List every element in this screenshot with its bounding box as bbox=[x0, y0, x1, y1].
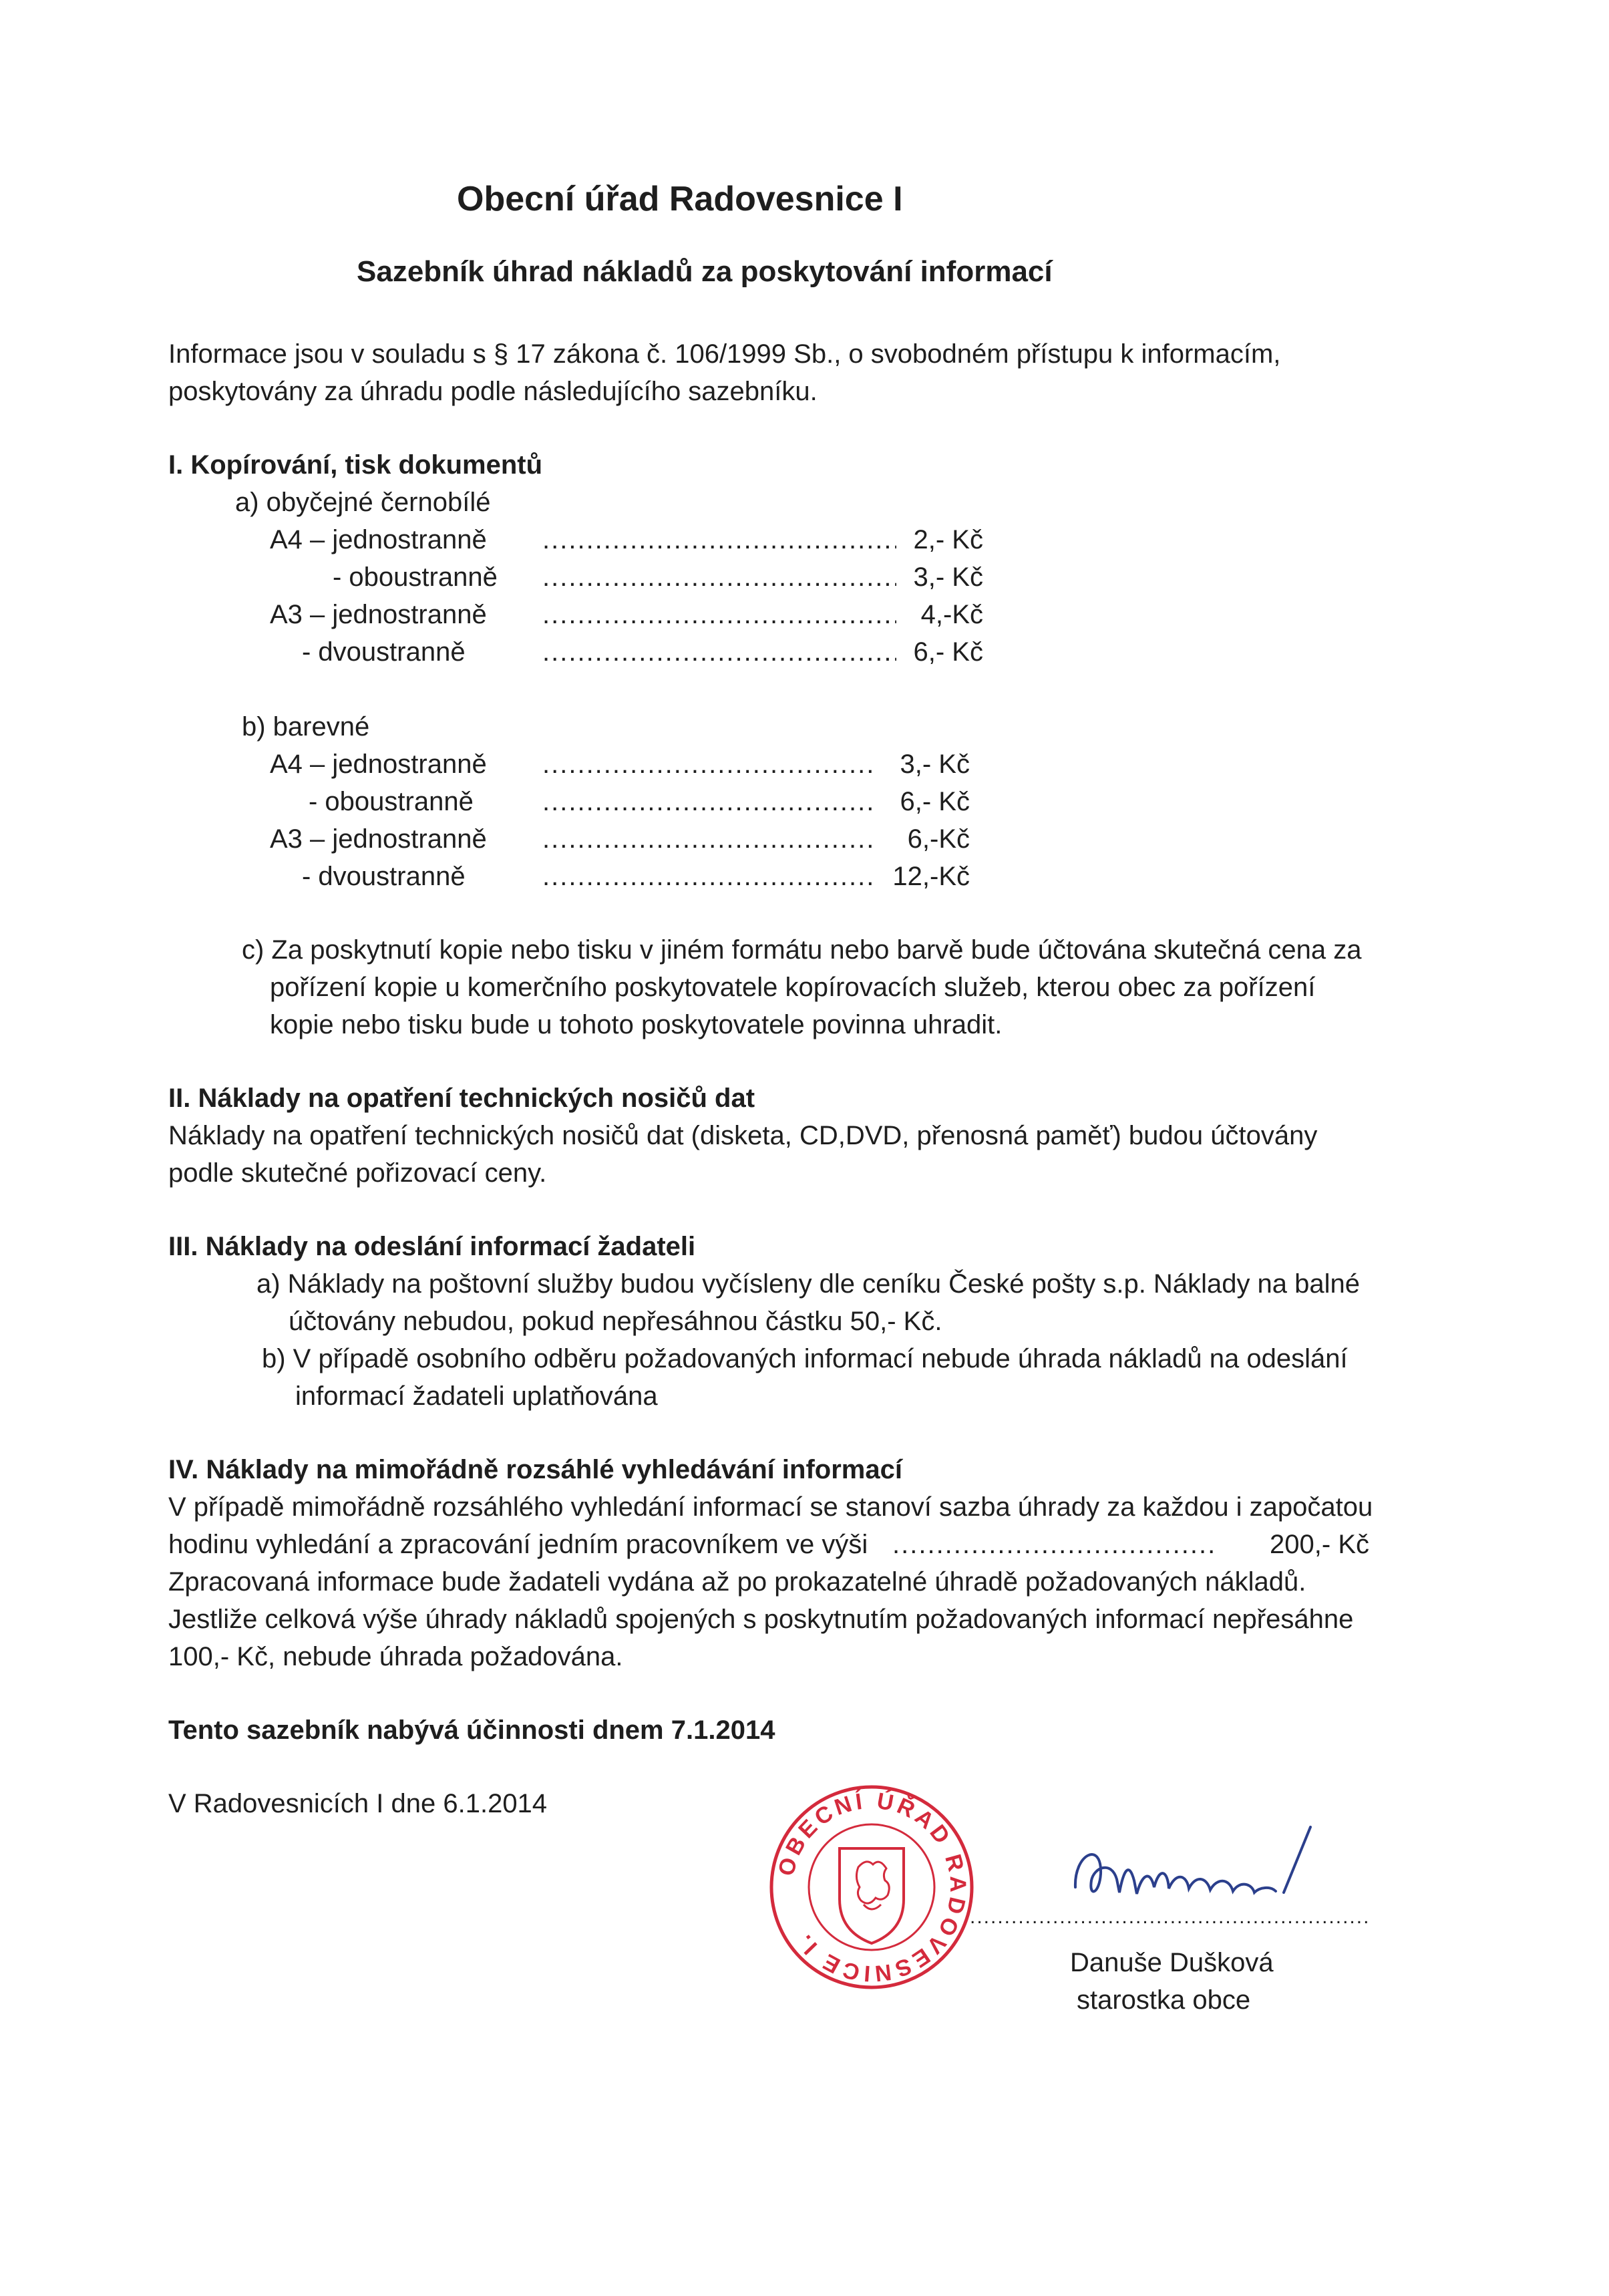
leader-dots bbox=[892, 1526, 1216, 1563]
rate-label: A3 – jednostranně bbox=[270, 600, 487, 629]
rate-price: 6,-Kč bbox=[907, 824, 970, 854]
section-4-heading: IV. Náklady na mimořádně rozsáhlé vyhledávání informací bbox=[168, 1455, 902, 1484]
rate-price: 4,-Kč bbox=[920, 600, 983, 629]
page-title: Obecní úřad Radovesnice I bbox=[457, 180, 903, 218]
section-4-line-3: Zpracovaná informace bude žadateli vydána až po prokazatelné úhradě požadovaných nákladů. bbox=[168, 1567, 1306, 1597]
leader-dots bbox=[542, 783, 876, 820]
leader-dots bbox=[542, 521, 896, 558]
leader-dots bbox=[542, 596, 896, 633]
effective-date: Tento sazebník nabývá účinnosti dnem 7.1.2014 bbox=[168, 1715, 775, 1745]
rate-price: 6,- Kč bbox=[913, 637, 983, 667]
section-3b-line-1: b) V případě osobního odběru požadovaných informací nebude úhrada nákladů na odeslání bbox=[262, 1344, 1348, 1373]
rate-price: 200,- Kč bbox=[1270, 1530, 1369, 1559]
page-subtitle: Sazebník úhrad nákladů za poskytování informací bbox=[357, 255, 1053, 288]
rate-price: 6,- Kč bbox=[900, 787, 970, 816]
section-1c-line-3: kopie nebo tisku bude u tohoto poskytovatele povinna uhradit. bbox=[270, 1010, 1003, 1039]
leader-dots bbox=[542, 746, 876, 783]
rate-price: 2,- Kč bbox=[913, 525, 983, 554]
section-3b-line-2: informací žadateli uplatňována bbox=[295, 1381, 658, 1411]
rate-label: - dvoustranně bbox=[302, 862, 466, 891]
rate-label: A4 – jednostranně bbox=[270, 525, 487, 554]
section-4-line-1: V případě mimořádně rozsáhlého vyhledání informací se stanoví sazba úhrady za každou i započatou bbox=[168, 1492, 1373, 1522]
section-3a-line-2: účtovány nebudou, pokud nepřesáhnou částku 50,- Kč. bbox=[289, 1307, 942, 1336]
section-4-line-5: 100,- Kč, nebude úhrada požadována. bbox=[168, 1642, 623, 1671]
intro-line-1: Informace jsou v souladu s § 17 zákona č. 106/1999 Sb., o svobodném přístupu k informacím, bbox=[168, 339, 1281, 369]
leader-dots bbox=[542, 858, 876, 895]
signature-line bbox=[970, 1899, 1371, 1936]
section-1c-line-2: pořízení kopie u komerčního poskytovatele kopírovacích služeb, kterou obec za pořízení bbox=[270, 973, 1316, 1002]
section-1b-label: b) barevné bbox=[242, 712, 370, 742]
section-2-line-1: Náklady na opatření technických nosičů dat (disketa, CD,DVD, přenosná paměť) budou účtovány bbox=[168, 1121, 1318, 1150]
intro-line-2: poskytovány za úhradu podle následujícího sazebníku. bbox=[168, 377, 818, 406]
rate-label: - oboustranně bbox=[309, 787, 474, 816]
rate-label: A3 – jednostranně bbox=[270, 824, 487, 854]
leader-dots bbox=[542, 633, 896, 671]
rate-price: 3,- Kč bbox=[900, 750, 970, 779]
stamp-text: OBECNÍ ÚŘAD RADOVESNICE I. bbox=[773, 1788, 971, 1987]
official-stamp bbox=[765, 1780, 978, 1994]
section-3a-line-1: a) Náklady na poštovní služby budou vyčísleny dle ceníku České pošty s.p. Náklady na balné bbox=[256, 1269, 1361, 1299]
rate-label: - dvoustranně bbox=[302, 637, 466, 667]
rate-price: 3,- Kč bbox=[913, 562, 983, 592]
section-4-line-2: hodinu vyhledání a zpracování jedním pracovníkem ve výši bbox=[168, 1530, 868, 1559]
rate-label: - oboustranně bbox=[333, 562, 498, 592]
section-3-heading: III. Náklady na odeslání informací žadateli bbox=[168, 1232, 696, 1261]
rate-price: 12,-Kč bbox=[892, 862, 970, 891]
section-4-line-4: Jestliže celková výše úhrady nákladů spojených s poskytnutím požadovaných informací nepřesáhne bbox=[168, 1605, 1354, 1634]
section-1-heading: I. Kopírování, tisk dokumentů bbox=[168, 450, 543, 480]
coat-of-arms-icon bbox=[840, 1848, 904, 1943]
section-2-line-2: podle skutečné pořizovací ceny. bbox=[168, 1158, 547, 1188]
section-2-heading: II. Náklady na opatření technických nosičů dat bbox=[168, 1084, 755, 1113]
signatory-role: starostka obce bbox=[1077, 1985, 1251, 2015]
section-1a-label: a) obyčejné černobílé bbox=[235, 488, 491, 517]
leader-dots bbox=[542, 558, 896, 596]
signatory-name: Danuše Dušková bbox=[1070, 1948, 1274, 1977]
leader-dots bbox=[542, 820, 876, 858]
place-date: V Radovesnicích I dne 6.1.2014 bbox=[168, 1789, 548, 1818]
section-1c-line-1: c) Za poskytnutí kopie nebo tisku v jiném formátu nebo barvě bude účtována skutečná cena za bbox=[242, 935, 1362, 965]
rate-label: A4 – jednostranně bbox=[270, 750, 487, 779]
